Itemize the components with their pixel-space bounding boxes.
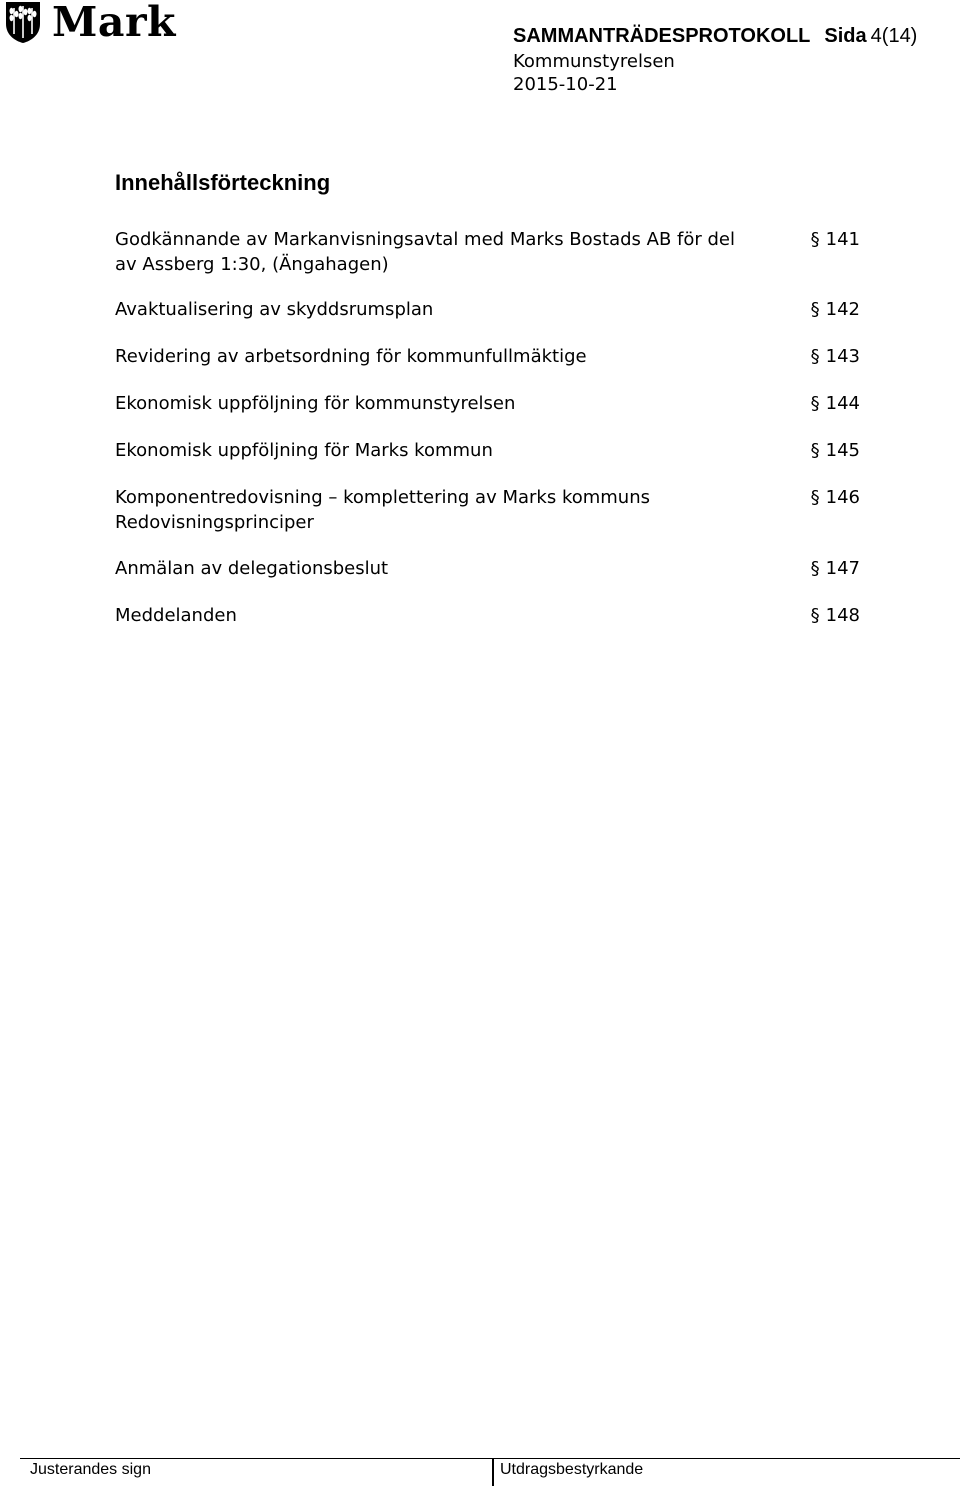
toc-item [115,392,860,417]
toc-item-number: 143 [825,346,860,367]
toc-item-title: Avaktualisering av skyddsrumsplan [115,299,434,320]
section-symbol: § [810,299,820,320]
toc-item-ref [811,604,860,629]
section-symbol: § [810,487,820,508]
toc-heading: Innehållsförteckning [115,170,331,195]
coat-of-arms-icon [4,0,42,44]
section-symbol: § [810,558,820,579]
section-symbol: § [810,393,820,414]
section-symbol: § [810,229,820,250]
page-label: Sida [824,25,867,47]
meeting-date: 2015-10-21 [513,74,618,95]
toc-item-ref [811,557,860,582]
document-header [513,24,917,48]
toc-item-title: Meddelanden [115,605,237,626]
toc-item-title: Komponentredovisning – komplettering av Marks kommuns Redovisningsprinciper [115,487,650,533]
logo-wordmark: Mark [52,0,176,46]
toc-item-ref [811,486,860,511]
document-type: SAMMANTRÄDESPROTOKOLL [513,25,811,47]
municipality-logo [4,0,176,46]
toc-item-title: Ekonomisk uppföljning för Marks kommun [115,440,493,461]
toc-item-ref [811,345,860,370]
utdragsbestyrkande-label: Utdragsbestyrkande [500,1461,644,1478]
section-symbol: § [810,346,820,367]
toc-item-ref [811,392,860,417]
toc-item [115,345,860,370]
organ-name: Kommunstyrelsen [513,51,675,72]
toc-item [115,228,860,277]
toc-item-ref [811,228,860,253]
footer-divider [492,1458,494,1486]
toc-item-number: 147 [825,558,860,579]
section-symbol: § [810,440,820,461]
toc-item [115,604,860,629]
toc-item-number: 148 [825,605,860,626]
toc-item-title: Revidering av arbetsordning för kommunfullmäktige [115,346,587,367]
toc-item-ref [811,439,860,464]
toc-item-ref [811,298,860,323]
toc-item-number: 144 [825,393,860,414]
toc-item-number: 146 [825,487,860,508]
toc-item [115,439,860,464]
page-number: 4(14) [870,25,918,47]
toc-item-title: Godkännande av Markanvisningsavtal med Marks Bostads AB för del av Assberg 1:30, (Ängahagen) [115,229,736,275]
toc-item-number: 141 [825,229,860,250]
footer-rule [20,1458,960,1459]
toc-item-title: Anmälan av delegationsbeslut [115,558,389,579]
toc-item [115,557,860,582]
section-symbol: § [810,605,820,626]
toc-item [115,298,860,323]
toc-item-number: 145 [825,440,860,461]
toc-item-title: Ekonomisk uppföljning för kommunstyrelsen [115,393,516,414]
toc-item-number: 142 [825,299,860,320]
justerandes-sign-label: Justerandes sign [30,1461,151,1478]
toc-item [115,486,860,535]
